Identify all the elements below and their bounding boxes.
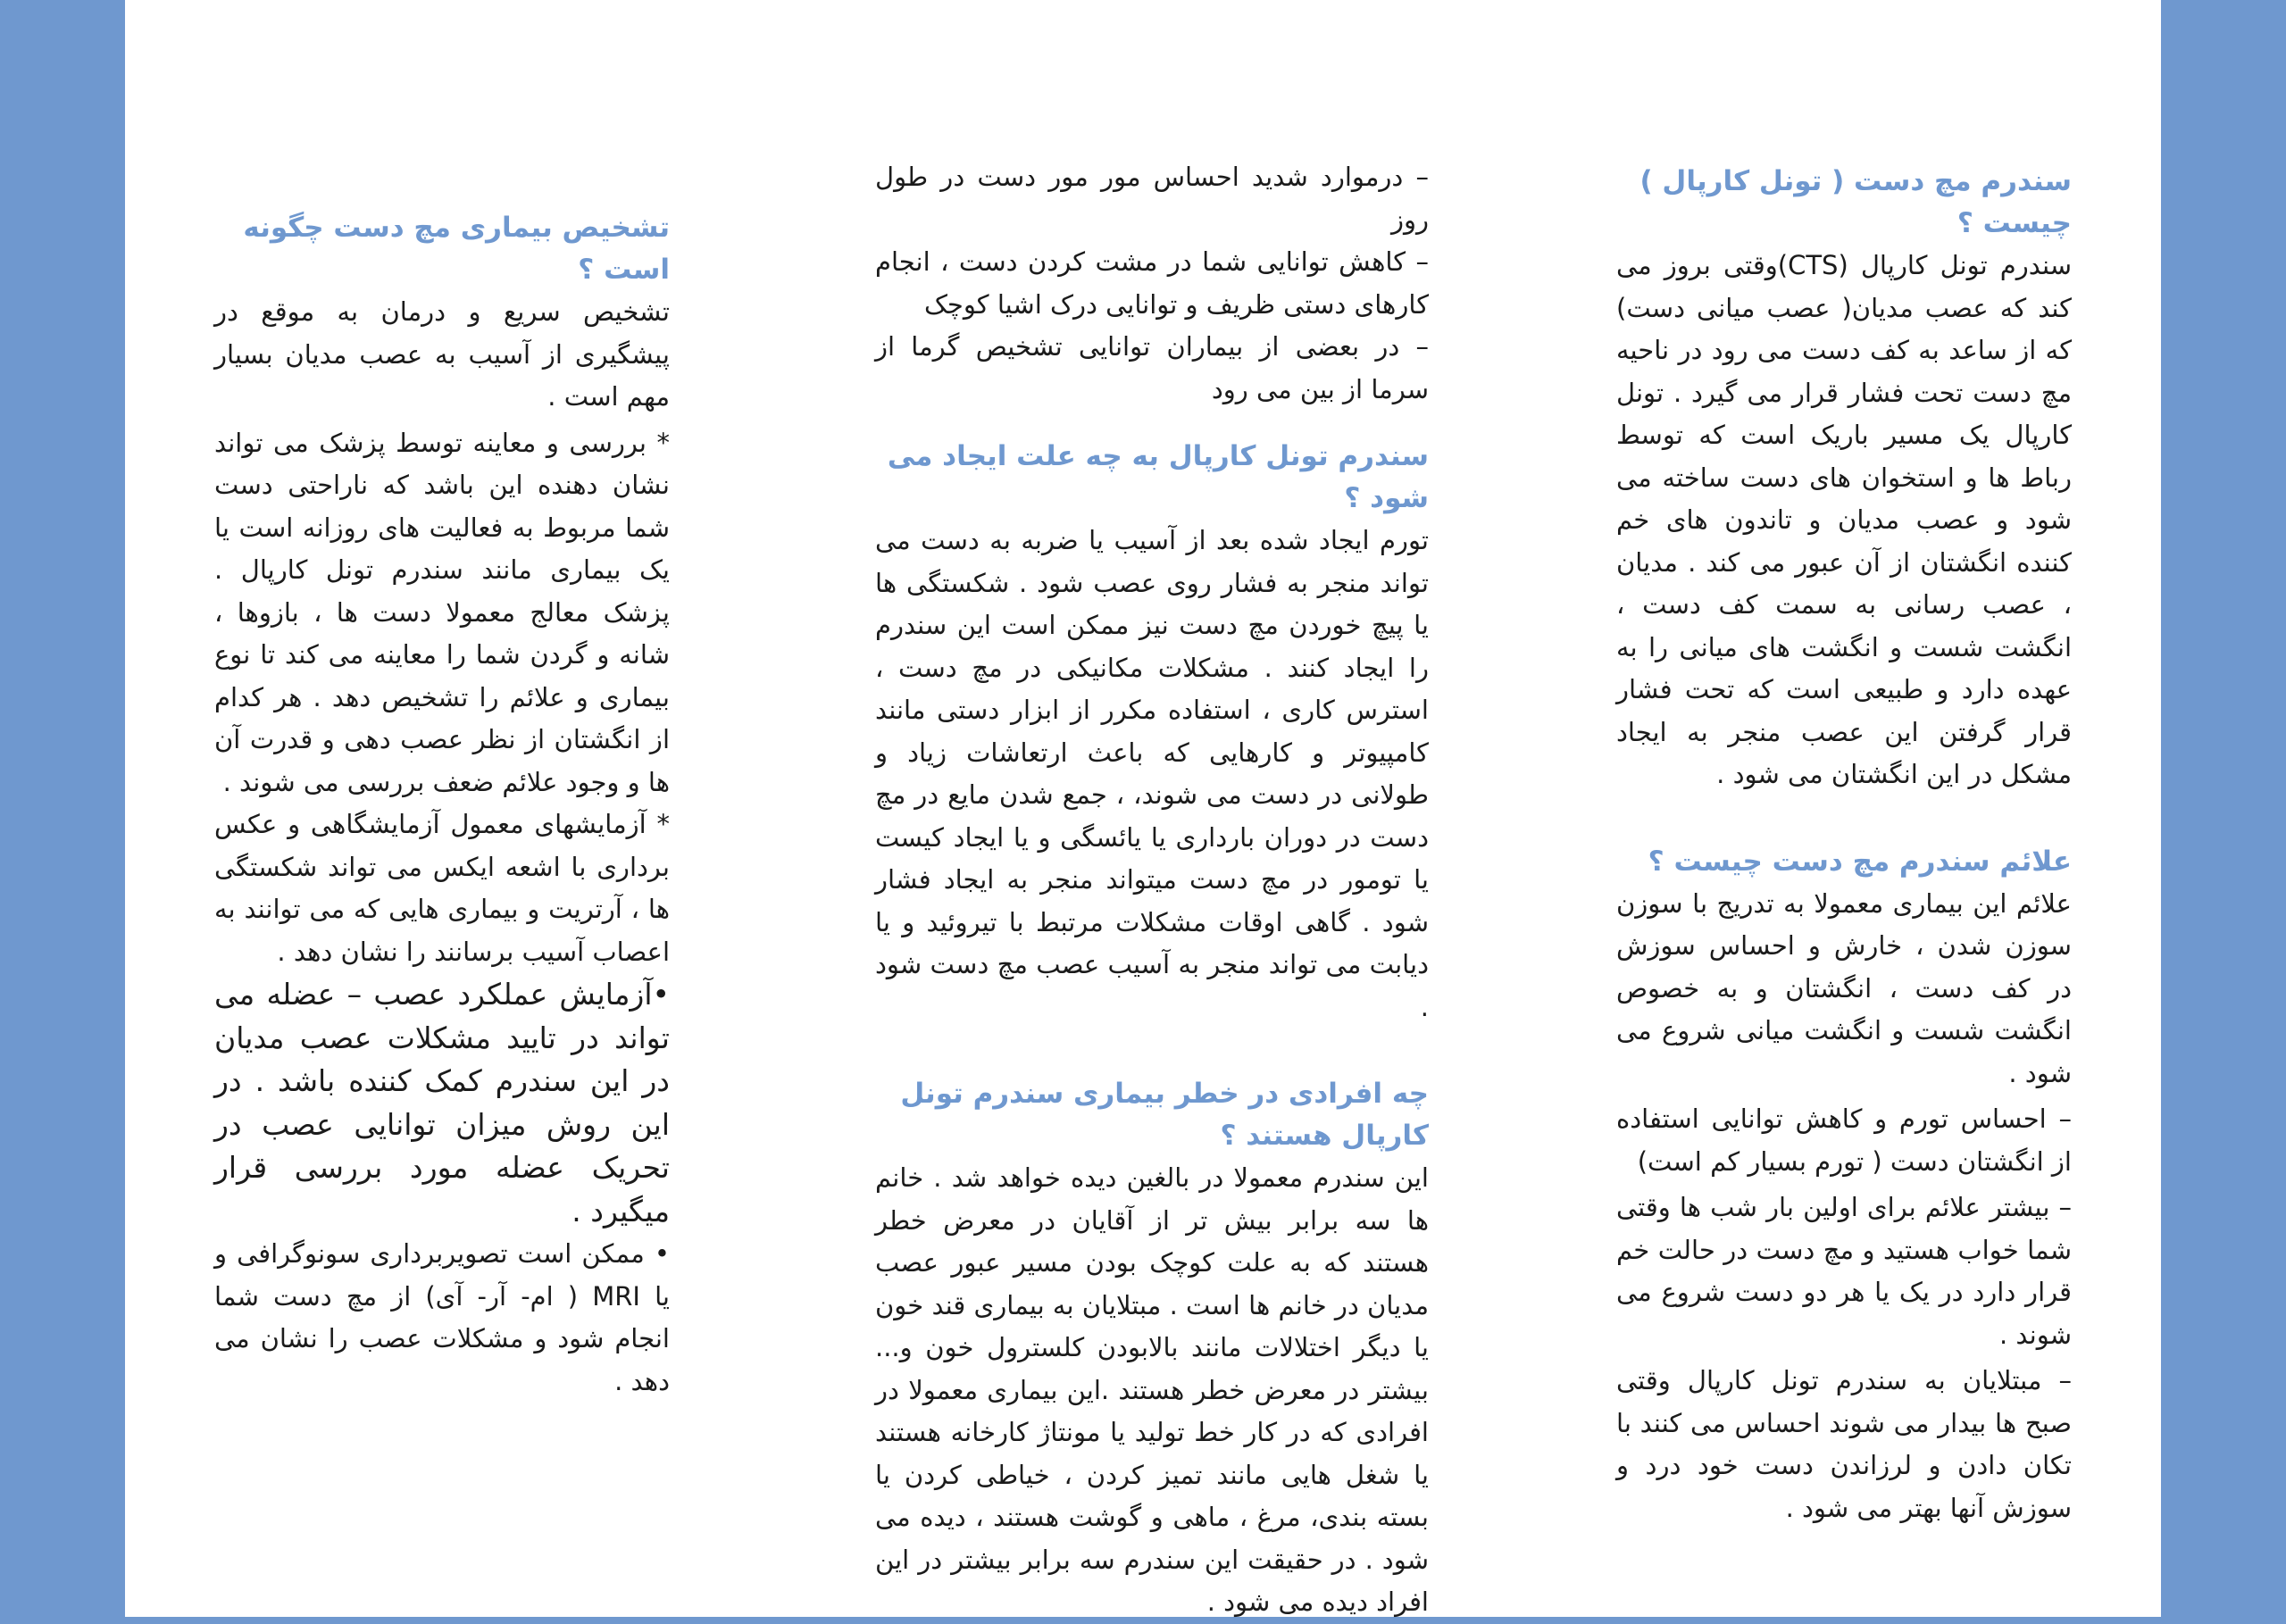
column-middle	[875, 156, 1429, 1624]
heading-symptoms: علائم سندرم مچ دست چیست ؟	[1648, 845, 2072, 878]
paragraph-grip-weakness: – کاهش توانایی شما در مشت کردن دست ، انجام کارهای دستی ظریف و توانایی درک اشیا کوچک	[875, 246, 1429, 320]
paragraph-morning-symptoms: – مبتلایان به سندرم تونل کارپال وقتی صبح ها بیدار می شوند احساس می کنند با تکان دادن و لرزاندن دست خود درد و سوزش آنها بهتر می شود .	[1616, 1365, 2072, 1523]
paragraph-temperature-sense: – در بعضی از بیماران توانایی تشخیص گرما از سرما از بین می رود	[875, 331, 1429, 404]
paragraph-lab-tests: * آزمایشهای معمول آزمایشگاهی و عکس برداری با اشعه ایکس می تواند شکستگی ها ، آرتریت و بیماری هایی که می توانند به اعصاب آسیب برسانند را نشان دهد .	[214, 809, 670, 967]
paragraph-physical-exam: * بررسی و معاینه توسط پزشک می تواند نشان دهنده این باشد که ناراحتی دست شما مربوط به فعالیت های روزانه است یا یک بیماری مانند سندرم تونل کارپال . پزشک معالج معمولا دست ها ، بازوها ، شانه و گردن شما را معاینه می کند تا نوع بیماری و علائم را تشخیص دهد . هر کدام از انگشتان از نظر عصب دهی و قدرت آن ها و وجود علائم ضعف بررسی می شوند .	[214, 427, 670, 797]
heading-diagnosis: تشخیص بیماری مچ دست چگونه است ؟	[243, 212, 670, 286]
column-left	[214, 207, 670, 1403]
paragraph-night-symptoms: – بیشتر علائم برای اولین بار شب ها وقتی شما خواب هستید و مچ دست در حالت خم قرار دارد در یک یا هر دو دست شروع می شوند .	[1616, 1192, 2072, 1350]
paragraph-nerve-test: •آزمایش عملکرد عصب – عضله می تواند در تایید مشکلات عصب مدیان در این سندرم کمک کننده باشد . در این روش میزان توانایی عصب در تحریک عضله مورد بررسی قرار میگیرد .	[214, 977, 670, 1228]
paragraph-cts-definition: سندرم تونل کارپال (CTS)وقتی بروز می کند که عصب مدیان( عصب میانی دست) که از ساعد به کف دست می رود در ناحیه مچ دست تحت فشار قرار می گیرد . تونل کارپال یک مسیر باریک است که توسط رباط ها و استخوان های دست ساخته می شود و عصب مدیان و تاندون های خم کننده انگشتان از آن عبور می کند . مدیان ، عصب رسانی به سمت کف دست ، انگشت شست و انگشت های میانی را به عهده دارد و طبیعی است که تحت فشار قرار گرفتن این عصب منجر به ایجاد مشکل در این انگشتان می شود .	[1616, 250, 2072, 789]
paragraph-severe-tingling: – درموارد شدید احساس مور مور دست در طول روز	[875, 162, 1429, 235]
paragraph-swelling: – احساس تورم و کاهش توانایی استفاده از انگشتان دست ( تورم بسیار کم است)	[1616, 1103, 2072, 1177]
paragraph-imaging: • ممکن است تصویربرداری سونوگرافی و یا MRI ( ام- آر- آی) از مچ دست شما انجام شود و مشکلات عصب را نشان می دهد .	[214, 1238, 670, 1396]
heading-risk-groups: چه افرادی در خطر بیماری سندرم تونل کارپال هستند ؟	[900, 1078, 1429, 1152]
heading-causes: سندرم تونل کارپال به چه علت ایجاد می شود ؟	[887, 440, 1429, 514]
column-right	[1616, 161, 2072, 1529]
paragraph-causes: تورم ایجاد شده بعد از آسیب یا ضربه به دست می تواند منجر به فشار روی عصب شود . شکستگی ها یا پیچ خوردن مچ دست نیز ممکن است این سندرم را ایجاد کنند . مشکلات مکانیکی در مچ دست ، استرس کاری ، استفاده مکرر از ابزار دستی مانند کامپیوتر و کارهایی که باعث ارتعاشات زیاد و طولانی در دست می شوند، ، جمع شدن مایع در مچ دست در دوران بارداری یا یائسگی و یا ایجاد کیست یا تومور در مچ دست میتواند منجر به ایجاد فشار شود . گاهی اوقات مشکلات مرتبط با تیروئید و یا دیابت می تواند منجر به آسیب عصب مچ دست شود .	[875, 525, 1429, 1022]
paragraph-risk-groups: این سندرم معمولا در بالغین دیده خواهد شد . خانم ها سه برابر بیش تر از آقایان در معرض خطر هستند که به علت کوچک بودن مسیر عبور عصب مدیان در خانم ها است . مبتلایان به بیماری قند خون یا دیگر اختلالات مانند بالابودن کلسترول خون و... بیشتر در معرض خطر هستند .این بیماری معمولا در افرادی که در کار خط تولید یا مونتاژ کارخانه هستند یا شغل هایی مانند تمیز کردن ، خیاطی کردن یا بسته بندی، مرغ ، ماهی و گوشت هستند ، دیده می شود . در حقیقت این سندرم سه برابر بیشتر در این افراد دیده می شود .	[875, 1162, 1429, 1617]
paragraph-symptoms: علائم این بیماری معمولا به تدریج با سوزن سوزن شدن ، خارش و احساس سوزش در کف دست ، انگشتان و به خصوص انگشت شست و انگشت میانی شروع می شود .	[1616, 887, 2072, 1088]
heading-what-is-cts: سندرم مچ دست ( تونل کارپال ) چیست ؟	[1639, 165, 2072, 239]
paragraph-diagnosis-intro: تشخیص سریع و درمان به موقع در پیشگیری از آسیب به عصب مدیان بسیار مهم است .	[214, 296, 670, 412]
